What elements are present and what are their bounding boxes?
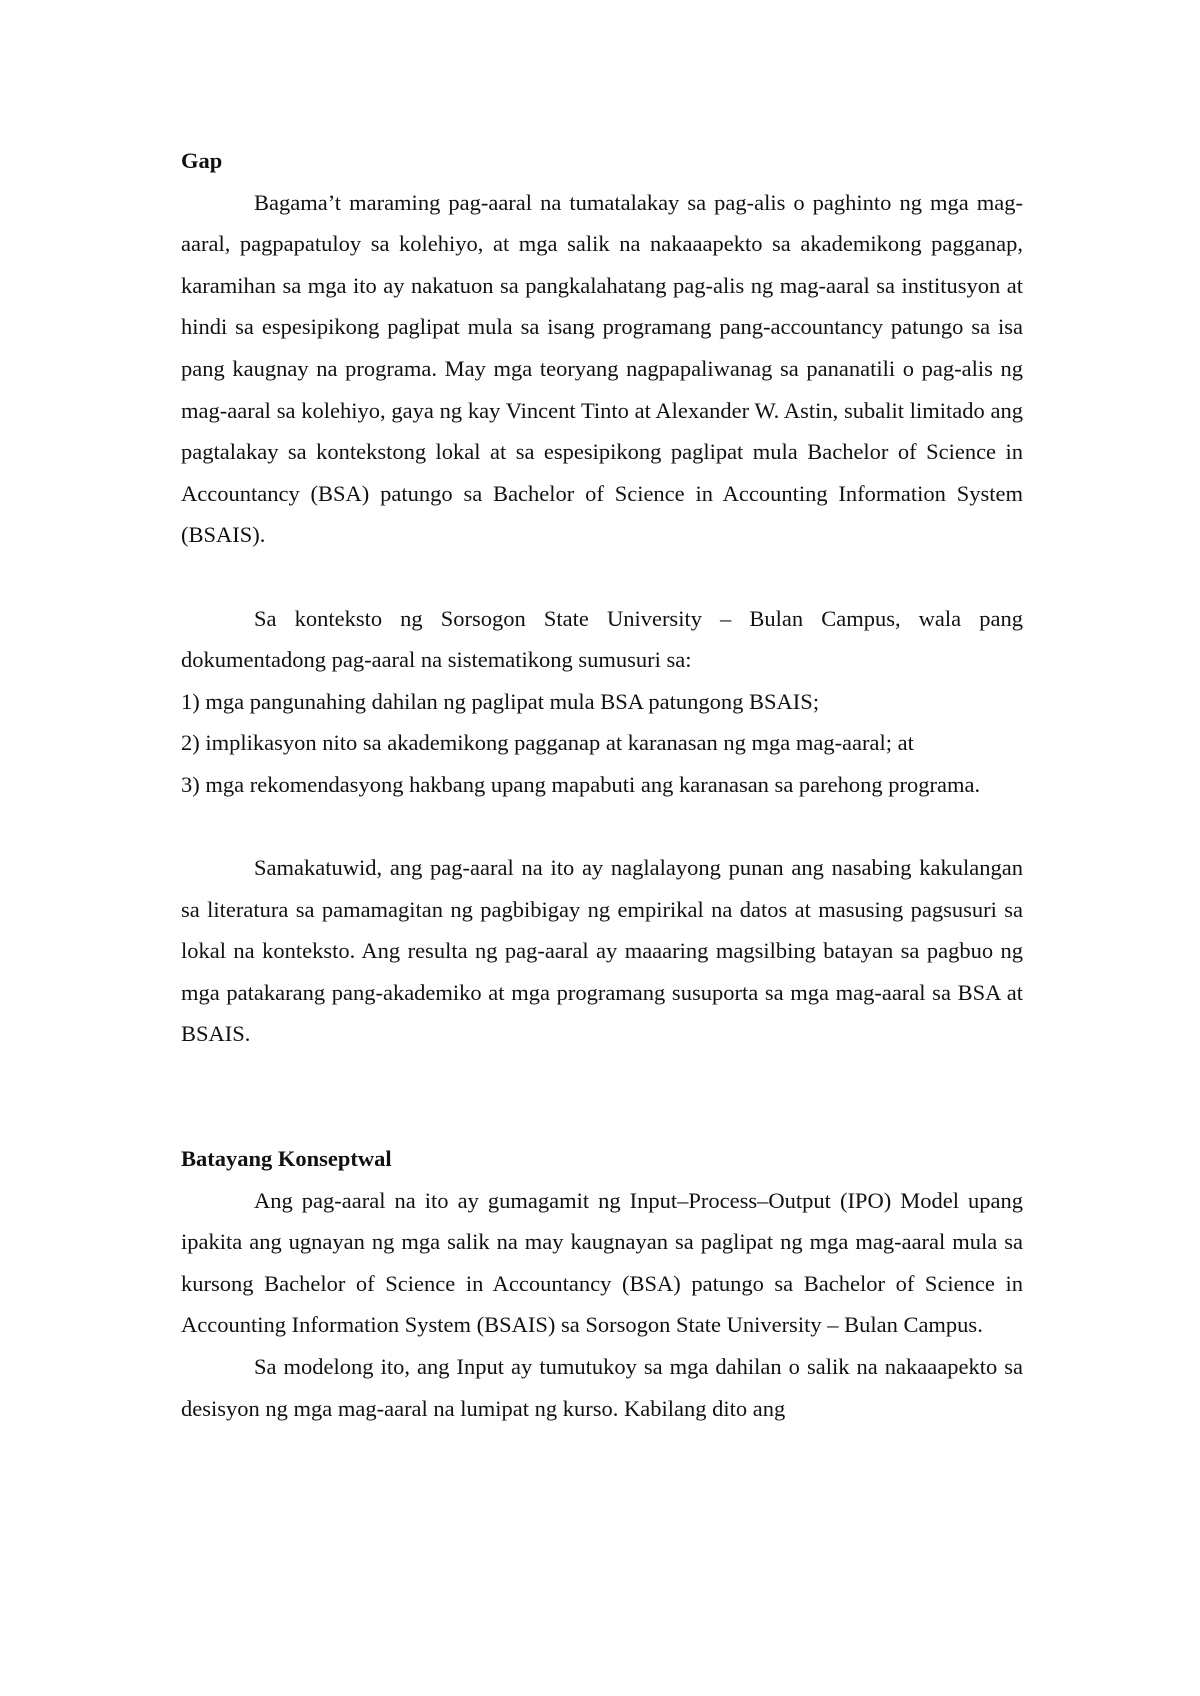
heading-gap: Gap	[181, 148, 223, 173]
gap-list-item-2: 2) implikasyon nito sa akademikong pagganap at karanasan ng mga mag-aaral; at	[181, 730, 914, 756]
blank-line	[181, 556, 1023, 598]
document-body	[181, 140, 1023, 1429]
blank-line	[181, 806, 1023, 848]
batayan-paragraph-2: Sa modelong ito, ang Input ay tumutukoy sa mga dahilan o salik na nakaaapekto sa desisyon ng mga mag-aaral na lumipat ng kurso. Kabilang dito ang	[181, 1354, 1023, 1421]
gap-paragraph-2-intro: Sa konteksto ng Sorsogon State University – Bulan Campus, wala pang dokumentadong pag-aaral na sistematikong sumusuri sa:	[181, 605, 1023, 673]
gap-list-item-1: 1) mga pangunahing dahilan ng paglipat mula BSA patungong BSAIS;	[181, 688, 820, 714]
gap-paragraph-3: Samakatuwid, ang pag-aaral na ito ay naglalayong punan ang nasabing kakulangan sa literatura sa pamamagitan ng pagbibigay ng empirikal na datos at masusing pagsusuri sa lokal na konteksto. Ang resulta ng pag-aaral ay maaaring magsilbing batayan sa pagbuo ng mga patakarang pang-akademiko at mga programang susuporta sa mga mag-aaral sa BSA at BSAIS.	[181, 855, 1023, 1047]
batayan-paragraph-1: Ang pag-aaral na ito ay gumagamit ng Input–Process–Output (IPO) Model upang ipakita ang ugnayan ng mga salik na may kaugnayan sa paglipat ng mga mag-aaral mula sa kursong Bachelor of Science in Accountancy (BSA) patungo sa Bachelor of Science in Accounting Information System (BSAIS) sa Sorsogon State University – Bulan Campus.	[181, 1187, 1023, 1338]
gap-list-item-3: 3) mga rekomendasyong hakbang upang mapabuti ang karanasan sa parehong programa.	[181, 771, 981, 797]
gap-paragraph-1: Bagama’t maraming pag-aaral na tumatalakay sa pag-alis o paghinto ng mga mag-aaral, pagpapatuloy sa kolehiyo, at mga salik na nakaaapekto sa akademikong pagganap, karamihan sa mga ito ay nakatuon sa pangkalahatang pag-alis ng mag-aaral sa institusyon at hindi sa espesipikong paglipat mula sa isang programang pang-accountancy patungo sa isa pang kaugnay na programa. May mga teoryang nagpapaliwanag sa pananatili o pag-alis ng mag-aaral sa kolehiyo, gaya ng kay Vincent Tinto at Alexander W. Astin, subalit limitado ang pagtalakay sa kontekstong lokal at sa espesipikong paglipat mula Bachelor of Science in Accountancy (BSA) patungo sa Bachelor of Science in Accounting Information System (BSAIS).	[181, 189, 1023, 548]
blank-lines	[181, 1055, 1023, 1138]
heading-batayang-konseptwal: Batayang Konseptwal	[181, 1146, 392, 1172]
